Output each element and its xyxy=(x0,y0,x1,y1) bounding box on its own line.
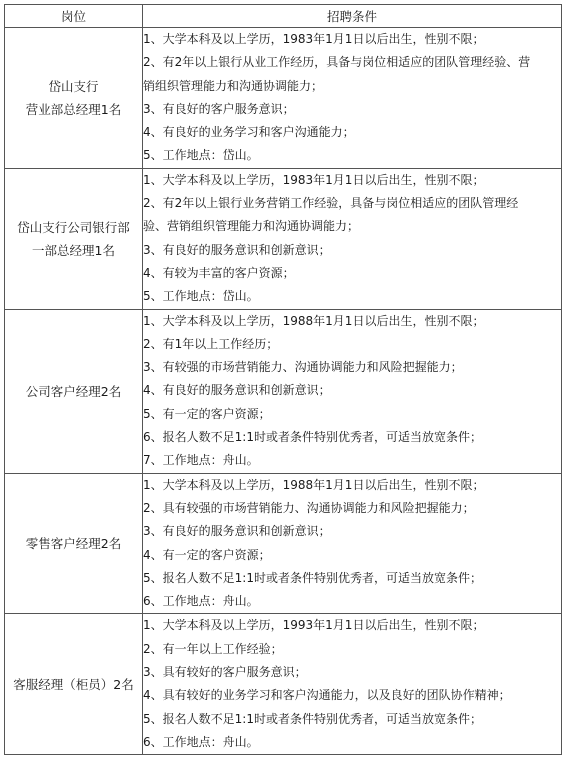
position-title-line: 客服经理（柜员）2名 xyxy=(13,676,134,692)
condition-item: 1、大学本科及以上学历，1983年1月1日以后出生，性别不限； xyxy=(143,32,485,46)
position-cell xyxy=(5,168,143,309)
condition-item: 1、大学本科及以上学历，1983年1月1日以后出生，性别不限； xyxy=(143,172,485,187)
condition-item: 4、有一定的客户资源； xyxy=(143,547,271,562)
condition-item: 销组织管理能力和沟通协调能力； xyxy=(143,78,324,93)
recruitment-table xyxy=(4,4,562,755)
condition-item: 4、有良好的业务学习和客户沟通能力； xyxy=(143,125,355,140)
table-row xyxy=(5,168,562,309)
condition-item: 5、工作地点：岱山。 xyxy=(143,148,259,163)
position-title-line: 营业部总经理1名 xyxy=(25,101,122,117)
header-position: 岗位 xyxy=(5,5,143,28)
header-conditions: 招聘条件 xyxy=(143,5,562,28)
table-row xyxy=(5,473,562,614)
condition-item: 2、有2年以上银行业务营销工作经验，具备与岗位相适应的团队管理经 xyxy=(143,196,519,211)
condition-item: 7、工作地点：舟山。 xyxy=(143,453,259,468)
conditions-cell xyxy=(143,473,562,614)
condition-item: 1、大学本科及以上学历，1988年1月1日以后出生，性别不限； xyxy=(143,477,485,492)
table-body xyxy=(5,28,562,755)
position-cell xyxy=(5,28,143,169)
position-title-line: 公司客户经理2名 xyxy=(25,383,122,399)
conditions-cell xyxy=(143,28,562,169)
condition-item: 4、具有较好的业务学习和客户沟通能力，以及良好的团队协作精神； xyxy=(143,688,511,703)
position-title-line: 岱山支行公司银行部 xyxy=(17,219,130,235)
condition-item: 1、大学本科及以上学历，1993年1月1日以后出生，性别不限； xyxy=(143,618,485,633)
position-title-line: 零售客户经理2名 xyxy=(25,536,122,552)
condition-item: 2、有一年以上工作经验； xyxy=(143,641,283,656)
table-header-row xyxy=(5,5,562,28)
position-cell xyxy=(5,614,143,755)
condition-item: 2、有1年以上工作经历； xyxy=(143,336,279,351)
condition-item: 6、工作地点：舟山。 xyxy=(143,734,259,749)
condition-item: 6、报名人数不足1:1时或者条件特别优秀者，可适当放宽条件； xyxy=(143,430,482,445)
condition-item: 5、工作地点：岱山。 xyxy=(143,289,259,304)
condition-item: 3、有良好的服务意识和创新意识； xyxy=(143,242,331,257)
condition-item: 1、大学本科及以上学历，1988年1月1日以后出生，性别不限； xyxy=(143,313,485,328)
table-row xyxy=(5,309,562,473)
table-row xyxy=(5,28,562,169)
condition-item: 5、报名人数不足1:1时或者条件特别优秀者，可适当放宽条件； xyxy=(143,711,482,726)
condition-item: 6、工作地点：舟山。 xyxy=(143,594,259,609)
position-title-line: 一部总经理1名 xyxy=(32,242,115,258)
condition-item: 3、具有较好的客户服务意识； xyxy=(143,665,307,680)
table-row xyxy=(5,614,562,755)
condition-item: 5、有一定的客户资源； xyxy=(143,406,271,421)
conditions-cell xyxy=(143,309,562,473)
condition-item: 5、报名人数不足1:1时或者条件特别优秀者，可适当放宽条件； xyxy=(143,570,482,585)
condition-item: 2、具有较强的市场营销能力、沟通协调能力和风险把握能力； xyxy=(143,500,475,515)
position-cell xyxy=(5,309,143,473)
conditions-cell xyxy=(143,614,562,755)
condition-item: 2、有2年以上银行从业工作经历，具备与岗位相适应的团队管理经验、营 xyxy=(143,55,531,70)
condition-item: 4、有较为丰富的客户资源； xyxy=(143,265,295,280)
position-cell xyxy=(5,473,143,614)
conditions-cell xyxy=(143,168,562,309)
condition-item: 3、有较强的市场营销能力、沟通协调能力和风险把握能力； xyxy=(143,360,463,375)
position-title-line: 岱山支行 xyxy=(48,78,99,94)
condition-item: 3、有良好的客户服务意识； xyxy=(143,101,295,116)
condition-item: 4、有良好的服务意识和创新意识； xyxy=(143,383,331,398)
condition-item: 3、有良好的服务意识和创新意识； xyxy=(143,524,331,539)
condition-item: 验、营销组织管理能力和沟通协调能力； xyxy=(143,219,360,234)
